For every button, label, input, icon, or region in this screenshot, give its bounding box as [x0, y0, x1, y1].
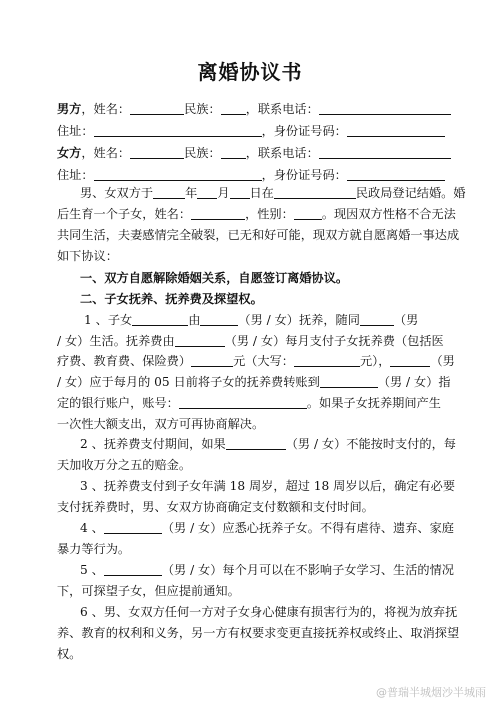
- husband-phone-blank[interactable]: [319, 102, 451, 115]
- wife-id-label: ，身份证号码：: [261, 168, 347, 182]
- husband-address-blank[interactable]: [94, 124, 262, 137]
- wife-phone-blank[interactable]: [319, 146, 451, 159]
- wife-line: [57, 145, 451, 161]
- amount-capital-blank[interactable]: [294, 354, 360, 367]
- document-title: 离婚协议书: [197, 60, 303, 84]
- intro-line-1: [80, 185, 466, 201]
- item-6-line-2: 养、教育的权利和义务，另一方有权要求变更直接抚养权或终止、取消探望: [57, 626, 460, 640]
- caretaker-blank[interactable]: [104, 521, 162, 534]
- wife-address-blank[interactable]: [94, 168, 262, 181]
- intro-text: 。现因双方性格不合无法: [321, 207, 456, 221]
- payer-blank-2[interactable]: [390, 354, 430, 367]
- wife-ethnic-blank[interactable]: [221, 146, 246, 159]
- intro-text: 后生育一个子女，姓名：: [57, 207, 192, 221]
- amount-blank[interactable]: [191, 354, 233, 367]
- wife-name-label: ，姓名：: [81, 146, 131, 160]
- item-text: 5 、: [80, 563, 104, 577]
- husband-line-2: [57, 123, 445, 139]
- item-text: （男 / 女）指: [377, 375, 451, 389]
- husband-address-label: 住址：: [57, 124, 94, 138]
- husband-id-blank[interactable]: [347, 124, 445, 137]
- child-name-blank[interactable]: [191, 207, 245, 220]
- item-1-line-4: [57, 374, 451, 390]
- item-text: 元），: [360, 354, 391, 368]
- wife-address-label: 住址：: [57, 168, 94, 182]
- item-1-line-6: 一次性大额支出，双方可再协商解决。: [57, 417, 265, 431]
- item-text: 元（大写：: [233, 354, 294, 368]
- account-blank[interactable]: [179, 396, 307, 409]
- wife-label: 女方: [57, 146, 82, 160]
- husband-id-label: ，身份证号码：: [261, 124, 347, 138]
- wife-name-blank[interactable]: [130, 146, 184, 159]
- custodian-blank[interactable]: [200, 313, 238, 326]
- husband-ethnic-blank[interactable]: [221, 102, 246, 115]
- child-gender-blank[interactable]: [294, 207, 322, 220]
- item-text: （男 / 女）每月支付子女抚养费（包括医: [224, 334, 444, 348]
- marriage-year-blank[interactable]: [153, 186, 185, 199]
- section-1-heading: 一、双方自愿解除婚姻关系，自愿签订离婚协议。: [80, 271, 349, 285]
- item-1-line-2: [57, 333, 444, 349]
- year-label: 年: [185, 186, 198, 200]
- marriage-day-blank[interactable]: [230, 186, 250, 199]
- item-4-line-1: [80, 520, 454, 536]
- husband-ethnic-label: 民族：: [184, 102, 221, 116]
- item-text: 疗费、教育费、保险费）: [57, 354, 192, 368]
- item-text: （男 / 女）应悉心抚养子女。不得有虐待、遗弃、家庭: [161, 521, 454, 535]
- item-3-line-1: 3 、抚养费支付到子女年满 18 周岁，超过 18 周岁以后，确定有必要: [80, 479, 456, 493]
- item-6-line-3: 权。: [57, 647, 82, 661]
- child-blank[interactable]: [132, 313, 188, 326]
- intro-line-4: 如下协议：: [57, 249, 118, 263]
- item-5-line-1: [80, 562, 454, 578]
- husband-phone-label: ，联系电话：: [245, 102, 319, 116]
- item-3-line-2: 支付抚养费时，男、女双方协商确定支付数额和支付时间。: [57, 500, 374, 514]
- husband-line: [57, 101, 451, 117]
- day-label: 日在: [249, 186, 274, 200]
- wife-id-blank[interactable]: [347, 168, 445, 181]
- receiver-blank[interactable]: [320, 375, 378, 388]
- live-with-blank[interactable]: [360, 313, 394, 326]
- watermark-text: @普瑞半城烟沙半城雨: [376, 686, 486, 699]
- wife-ethnic-label: 民族：: [184, 146, 221, 160]
- item-text: 。如果子女抚养期间产生: [306, 396, 441, 410]
- item-text: 1 、子女: [84, 313, 133, 327]
- intro-text: 民政局登记结婚。婚: [355, 186, 466, 200]
- item-text: （男 / 女）抚养，随同: [238, 313, 360, 327]
- payer-blank[interactable]: [175, 334, 225, 347]
- item-text: （男: [393, 313, 419, 327]
- item-4-line-2: 暴力等行为。: [57, 542, 131, 556]
- item-text: （男 / 女）每个月可以在不影响子女学习、生活的情况: [161, 563, 454, 577]
- intro-text: 男、女双方于: [80, 186, 154, 200]
- item-text: 定的银行账户，账号：: [57, 396, 179, 410]
- item-6-line-1: 6 、男、女双方任何一方对子女身心健康有损害行为的，将视为放弃抚: [80, 605, 458, 619]
- visitor-blank[interactable]: [104, 563, 162, 576]
- husband-name-label: ，姓名：: [81, 102, 131, 116]
- husband-label: 男方: [57, 102, 82, 116]
- husband-name-blank[interactable]: [130, 102, 184, 115]
- item-text: / 女）生活。抚养费由: [57, 334, 175, 348]
- month-label: 月: [217, 186, 230, 200]
- item-text: 由: [188, 313, 201, 327]
- item-1-line-1: [84, 312, 418, 328]
- item-1-line-3: [57, 353, 455, 369]
- item-text: 4 、: [80, 521, 104, 535]
- marriage-month-blank[interactable]: [197, 186, 217, 199]
- civil-affairs-blank[interactable]: [274, 186, 356, 199]
- intro-text: ，性别：: [245, 207, 294, 221]
- item-text: （男 / 女）不能按时支付的，每: [285, 437, 456, 451]
- item-text: （男: [430, 354, 455, 368]
- item-text: / 女）应于每月的 05 日前将子女的抚养费转账到: [57, 375, 320, 389]
- intro-line-2: [57, 206, 456, 222]
- item-2-line-1: [80, 436, 456, 452]
- defaulter-blank[interactable]: [226, 437, 286, 450]
- intro-line-3: 共同生活，夫妻感情完全破裂，已无和好可能，现双方就自愿离婚一事达成: [57, 228, 460, 242]
- wife-phone-label: ，联系电话：: [245, 146, 319, 160]
- item-1-line-5: [57, 395, 441, 411]
- wife-line-2: [57, 167, 445, 183]
- item-5-line-2: 下，可探望子女，但应提前通知。: [57, 584, 240, 598]
- section-2-heading: 二、子女抚养、抚养费及探望权。: [80, 292, 263, 306]
- item-text: 2 、抚养费支付期间，如果: [80, 437, 226, 451]
- item-2-line-2: 天加收万分之五的赔金。: [57, 458, 192, 472]
